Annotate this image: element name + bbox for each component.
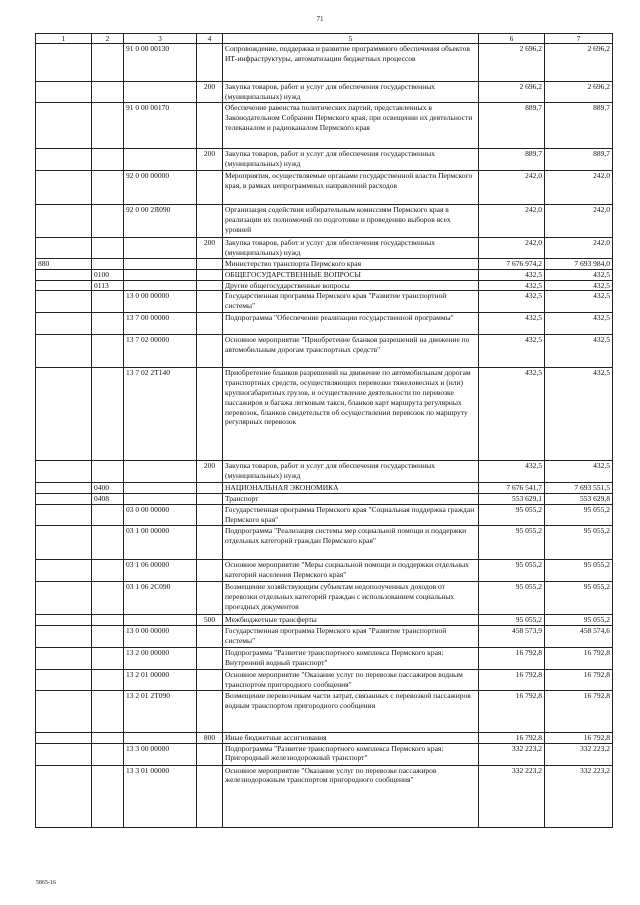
table-row [36, 280, 613, 291]
target-article-cell [124, 461, 197, 483]
target-article-cell: 13 2 00 00000 [124, 647, 197, 669]
description-cell: Государственная программа Пермского края "Социальная поддержка граждан Пермского края" [223, 504, 479, 525]
expense-type-cell [197, 368, 223, 461]
description-cell: Транспорт [223, 494, 479, 505]
target-article-cell [124, 732, 197, 743]
table-row [36, 44, 613, 82]
header-cell: 1 [36, 34, 92, 44]
table-row [36, 743, 613, 765]
amount-year1-cell: 432,5 [479, 280, 545, 291]
target-article-cell: 03 1 00 00000 [124, 525, 197, 559]
expense-type-cell [197, 171, 223, 205]
ministry-code-cell [36, 581, 92, 614]
amount-year1-cell: 95 055,2 [479, 504, 545, 525]
expense-type-cell [197, 259, 223, 270]
expense-type-cell: 200 [197, 149, 223, 171]
ministry-code-cell [36, 732, 92, 743]
ministry-code-cell [36, 313, 92, 335]
table-row [36, 259, 613, 270]
target-article-cell [124, 494, 197, 505]
target-article-cell: 13 7 02 00000 [124, 335, 197, 368]
description-cell: Возмещение перевозчикам части затрат, связанных с перевозкой пассажиров водным транспортом пригородного сообщения [223, 690, 479, 732]
table-row [36, 269, 613, 280]
table-row [36, 171, 613, 205]
header-cell: 6 [479, 34, 545, 44]
table-row [36, 483, 613, 494]
section-code-cell [92, 291, 124, 313]
description-cell: Сопровождение, поддержка и развитие программного обеспечения объектов ИТ-инфраструктуры, автоматизации бюджетных процессов [223, 44, 479, 82]
amount-year1-cell: 16 792,8 [479, 669, 545, 690]
amount-year2-cell: 7 693 984,0 [545, 259, 613, 270]
amount-year1-cell: 432,5 [479, 461, 545, 483]
ministry-code-cell [36, 559, 92, 581]
amount-year1-cell: 432,5 [479, 291, 545, 313]
amount-year1-cell: 7 676 974,2 [479, 259, 545, 270]
section-code-cell [92, 525, 124, 559]
description-cell: Мероприятия, осуществляемые органами государственной власти Пермского края, в рамках непрограммных направлений расходов [223, 171, 479, 205]
amount-year2-cell: 16 792,8 [545, 690, 613, 732]
target-article-cell: 91 0 00 00170 [124, 103, 197, 149]
section-code-cell [92, 504, 124, 525]
ministry-code-cell [36, 504, 92, 525]
amount-year2-cell: 242,0 [545, 205, 613, 238]
target-article-cell [124, 149, 197, 171]
section-code-cell [92, 171, 124, 205]
expense-type-cell [197, 44, 223, 82]
section-code-cell [92, 559, 124, 581]
ministry-code-cell [36, 291, 92, 313]
amount-year1-cell: 7 676 541,7 [479, 483, 545, 494]
table-row [36, 525, 613, 559]
amount-year1-cell: 95 055,2 [479, 525, 545, 559]
amount-year1-cell: 242,0 [479, 238, 545, 259]
section-code-cell [92, 313, 124, 335]
section-code-cell [92, 743, 124, 765]
table-row [36, 494, 613, 505]
expense-type-cell [197, 625, 223, 647]
table-row [36, 504, 613, 525]
description-cell: Основное мероприятие "Меры социальной помощи и поддержки отдельных категорий населения Пермского края" [223, 559, 479, 581]
header-cell: 7 [545, 34, 613, 44]
header-cell: 3 [124, 34, 197, 44]
description-cell: Приобретение бланков разрешений на движение по автомобильным дорогам транспортных средств, осуществляющих перевозки тяжеловесных и (или) крупногабаритных грузов, и осуществление деятельности по перевозке пассажиров и багажа легковым такси, бланков карт маршрута регулярных перевозок, бланков свидетельств об осуществлении перевозок по маршруту регулярных перевозок [223, 368, 479, 461]
description-cell: Подпрограмма "Развитие транспортного комплекса Пермского края: Внутренний водный транспорт" [223, 647, 479, 669]
expense-type-cell: 500 [197, 614, 223, 625]
ministry-code-cell [36, 205, 92, 238]
expense-type-cell: 200 [197, 461, 223, 483]
description-cell: Закупка товаров, работ и услуг для обеспечения государственных (муниципальных) нужд [223, 149, 479, 171]
amount-year1-cell: 242,0 [479, 205, 545, 238]
target-article-cell: 13 7 00 00000 [124, 313, 197, 335]
ministry-code-cell [36, 765, 92, 827]
target-article-cell: 91 0 00 00130 [124, 44, 197, 82]
expense-type-cell: 200 [197, 238, 223, 259]
table-row [36, 291, 613, 313]
description-cell: Основное мероприятие "Оказание услуг по перевозке пассажиров железнодорожным транспортом пригородного сообщения" [223, 765, 479, 827]
description-cell: Иные бюджетные ассигнования [223, 732, 479, 743]
expense-type-cell [197, 525, 223, 559]
ministry-code-cell [36, 368, 92, 461]
section-code-cell [92, 103, 124, 149]
amount-year1-cell: 95 055,2 [479, 559, 545, 581]
amount-year1-cell: 553 629,1 [479, 494, 545, 505]
ministry-code-cell [36, 269, 92, 280]
table-row [36, 335, 613, 368]
target-article-cell: 13 2 01 2Т090 [124, 690, 197, 732]
amount-year2-cell: 7 693 551,5 [545, 483, 613, 494]
description-cell: Возмещение хозяйствующим субъектам недополученных доходов от перевозки отдельных категорий граждан с использованием социальных проездных документов [223, 581, 479, 614]
description-cell: Межбюджетные трансферты [223, 614, 479, 625]
table-row [36, 690, 613, 732]
amount-year1-cell: 16 792,8 [479, 690, 545, 732]
table-row [36, 669, 613, 690]
target-article-cell [124, 269, 197, 280]
ministry-code-cell: 880 [36, 259, 92, 270]
expense-type-cell [197, 581, 223, 614]
amount-year2-cell: 432,5 [545, 269, 613, 280]
section-code-cell [92, 205, 124, 238]
description-cell: ОБЩЕГОСУДАРСТВЕННЫЕ ВОПРОСЫ [223, 269, 479, 280]
ministry-code-cell [36, 669, 92, 690]
expense-type-cell [197, 690, 223, 732]
section-code-cell [92, 581, 124, 614]
target-article-cell [124, 280, 197, 291]
description-cell: НАЦИОНАЛЬНАЯ ЭКОНОМИКА [223, 483, 479, 494]
target-article-cell: 13 2 01 00000 [124, 669, 197, 690]
table-row [36, 82, 613, 103]
amount-year1-cell: 2 696,2 [479, 44, 545, 82]
description-cell: Обеспечение равенства политических партий, представленных в Законодательном Собрании Пермского края, при освещении их деятельности телеканалом и радиоканалом Пермского края [223, 103, 479, 149]
table-row [36, 368, 613, 461]
ministry-code-cell [36, 525, 92, 559]
ministry-code-cell [36, 103, 92, 149]
ministry-code-cell [36, 280, 92, 291]
description-cell: Организация содействия избирательным комиссиям Пермского края в реализации их полномочий по подготовке и проведению выборов всех уровней [223, 205, 479, 238]
description-cell: Основное мероприятие "Оказание услуг по перевозке пассажиров водным транспортом пригородного сообщения" [223, 669, 479, 690]
header-cell: 5 [223, 34, 479, 44]
ministry-code-cell [36, 614, 92, 625]
amount-year2-cell: 432,5 [545, 461, 613, 483]
ministry-code-cell [36, 743, 92, 765]
amount-year2-cell: 95 055,2 [545, 504, 613, 525]
expense-type-cell [197, 103, 223, 149]
target-article-cell: 92 0 00 2Я090 [124, 205, 197, 238]
table-row [36, 149, 613, 171]
table-row [36, 461, 613, 483]
expense-type-cell [197, 335, 223, 368]
section-code-cell [92, 669, 124, 690]
expense-type-cell [197, 669, 223, 690]
target-article-cell: 13 7 02 2Т140 [124, 368, 197, 461]
ministry-code-cell [36, 461, 92, 483]
description-cell: Закупка товаров, работ и услуг для обеспечения государственных (муниципальных) нужд [223, 238, 479, 259]
target-article-cell [124, 82, 197, 103]
amount-year2-cell: 16 792,8 [545, 732, 613, 743]
amount-year1-cell: 332 223,2 [479, 743, 545, 765]
ministry-code-cell [36, 494, 92, 505]
section-code-cell [92, 625, 124, 647]
header-cell: 4 [197, 34, 223, 44]
ministry-code-cell [36, 238, 92, 259]
expense-type-cell [197, 291, 223, 313]
amount-year1-cell: 95 055,2 [479, 581, 545, 614]
target-article-cell [124, 614, 197, 625]
description-cell: Министерство транспорта Пермского края [223, 259, 479, 270]
amount-year2-cell: 432,5 [545, 368, 613, 461]
description-cell: Закупка товаров, работ и услуг для обеспечения государственных (муниципальных) нужд [223, 82, 479, 103]
description-cell: Подпрограмма "Развитие транспортного комплекса Пермского края: Пригородный железнодорожный транспорт" [223, 743, 479, 765]
amount-year2-cell: 16 792,8 [545, 647, 613, 669]
target-article-cell [124, 238, 197, 259]
amount-year1-cell: 432,5 [479, 313, 545, 335]
expense-type-cell [197, 504, 223, 525]
amount-year2-cell: 889,7 [545, 149, 613, 171]
description-cell: Подпрограмма "Обеспечение реализации государственной программы" [223, 313, 479, 335]
target-article-cell: 03 1 06 00000 [124, 559, 197, 581]
section-code-cell [92, 732, 124, 743]
target-article-cell [124, 483, 197, 494]
page-number: 71 [316, 15, 324, 23]
amount-year1-cell: 16 792,8 [479, 732, 545, 743]
amount-year2-cell: 16 792,8 [545, 669, 613, 690]
ministry-code-cell [36, 335, 92, 368]
expense-type-cell [197, 313, 223, 335]
table-row [36, 205, 613, 238]
section-code-cell [92, 368, 124, 461]
amount-year1-cell: 889,7 [479, 103, 545, 149]
target-article-cell [124, 259, 197, 270]
section-code-cell: 0408 [92, 494, 124, 505]
expense-type-cell [197, 483, 223, 494]
amount-year1-cell: 16 792,8 [479, 647, 545, 669]
table-header-row [36, 34, 613, 44]
table-row [36, 732, 613, 743]
amount-year2-cell: 332 223,2 [545, 743, 613, 765]
ministry-code-cell [36, 483, 92, 494]
target-article-cell: 03 1 06 2С090 [124, 581, 197, 614]
ministry-code-cell [36, 690, 92, 732]
expense-type-cell: 200 [197, 82, 223, 103]
description-cell: Государственная программа Пермского края "Развитие транспортной системы" [223, 291, 479, 313]
amount-year2-cell: 432,5 [545, 280, 613, 291]
expense-type-cell [197, 559, 223, 581]
ministry-code-cell [36, 171, 92, 205]
header-cell: 2 [92, 34, 124, 44]
ministry-code-cell [36, 82, 92, 103]
section-code-cell [92, 461, 124, 483]
amount-year1-cell: 332 223,2 [479, 765, 545, 827]
section-code-cell [92, 149, 124, 171]
amount-year1-cell: 432,5 [479, 335, 545, 368]
amount-year2-cell: 432,5 [545, 335, 613, 368]
section-code-cell: 0100 [92, 269, 124, 280]
amount-year1-cell: 458 573,9 [479, 625, 545, 647]
amount-year2-cell: 458 574,6 [545, 625, 613, 647]
target-article-cell: 92 0 00 00000 [124, 171, 197, 205]
section-code-cell [92, 614, 124, 625]
amount-year2-cell: 95 055,2 [545, 559, 613, 581]
amount-year2-cell: 889,7 [545, 103, 613, 149]
target-article-cell: 13 0 00 00000 [124, 291, 197, 313]
amount-year1-cell: 2 696,2 [479, 82, 545, 103]
amount-year2-cell: 242,0 [545, 171, 613, 205]
expense-type-cell [197, 280, 223, 291]
expense-type-cell [197, 494, 223, 505]
table-row [36, 765, 613, 827]
description-cell: Закупка товаров, работ и услуг для обеспечения государственных (муниципальных) нужд [223, 461, 479, 483]
description-cell: Основное мероприятие "Приобретение бланков разрешений на движение по автомобильным дорогам транспортных средств" [223, 335, 479, 368]
target-article-cell: 13 3 00 00000 [124, 743, 197, 765]
expense-type-cell [197, 647, 223, 669]
section-code-cell [92, 335, 124, 368]
section-code-cell [92, 259, 124, 270]
description-cell: Подпрограмма "Реализация системы мер социальной помощи и поддержки отдельных категорий граждан Пермского края" [223, 525, 479, 559]
ministry-code-cell [36, 647, 92, 669]
section-code-cell: 0113 [92, 280, 124, 291]
expense-type-cell [197, 269, 223, 280]
amount-year2-cell: 95 055,2 [545, 614, 613, 625]
table-row [36, 581, 613, 614]
amount-year1-cell: 242,0 [479, 171, 545, 205]
target-article-cell: 03 0 00 00000 [124, 504, 197, 525]
table-row [36, 103, 613, 149]
target-article-cell: 13 0 00 00000 [124, 625, 197, 647]
budget-table [35, 33, 613, 828]
table-row [36, 647, 613, 669]
description-cell: Другие общегосударственные вопросы [223, 280, 479, 291]
table-row [36, 238, 613, 259]
ministry-code-cell [36, 44, 92, 82]
amount-year1-cell: 432,5 [479, 368, 545, 461]
amount-year2-cell: 432,5 [545, 313, 613, 335]
document-code: 5865-16 [36, 880, 56, 886]
section-code-cell: 0400 [92, 483, 124, 494]
amount-year2-cell: 2 696,2 [545, 44, 613, 82]
expense-type-cell [197, 765, 223, 827]
amount-year2-cell: 95 055,2 [545, 581, 613, 614]
amount-year2-cell: 332 223,2 [545, 765, 613, 827]
amount-year2-cell: 242,0 [545, 238, 613, 259]
amount-year2-cell: 432,5 [545, 291, 613, 313]
table-row [36, 559, 613, 581]
expense-type-cell: 800 [197, 732, 223, 743]
amount-year2-cell: 2 696,2 [545, 82, 613, 103]
ministry-code-cell [36, 625, 92, 647]
amount-year1-cell: 95 055,2 [479, 614, 545, 625]
table-row [36, 313, 613, 335]
ministry-code-cell [36, 149, 92, 171]
section-code-cell [92, 238, 124, 259]
table-row [36, 625, 613, 647]
table-row [36, 614, 613, 625]
section-code-cell [92, 765, 124, 827]
description-cell: Государственная программа Пермского края "Развитие транспортной системы" [223, 625, 479, 647]
section-code-cell [92, 690, 124, 732]
section-code-cell [92, 82, 124, 103]
amount-year2-cell: 95 055,2 [545, 525, 613, 559]
section-code-cell [92, 44, 124, 82]
amount-year2-cell: 553 629,8 [545, 494, 613, 505]
section-code-cell [92, 647, 124, 669]
amount-year1-cell: 432,5 [479, 269, 545, 280]
expense-type-cell [197, 205, 223, 238]
target-article-cell: 13 3 01 00000 [124, 765, 197, 827]
expense-type-cell [197, 743, 223, 765]
amount-year1-cell: 889,7 [479, 149, 545, 171]
